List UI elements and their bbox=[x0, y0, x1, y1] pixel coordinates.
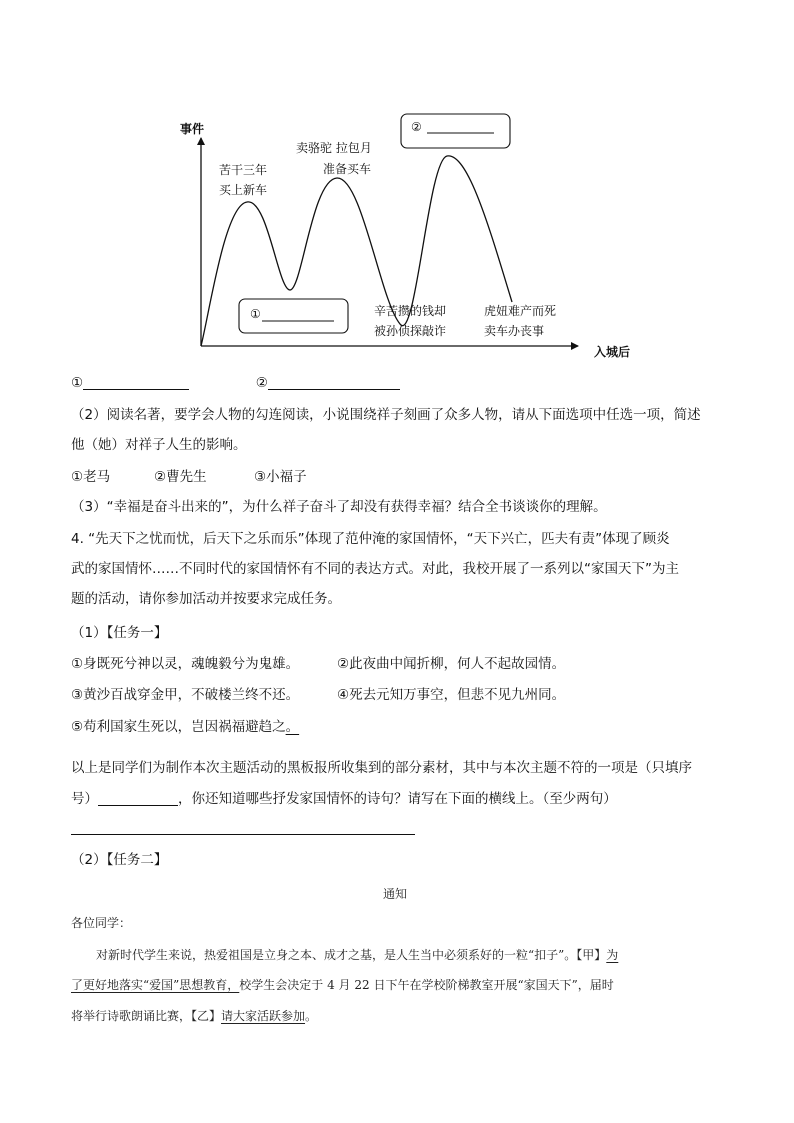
valley-label-2: 被孙侦探敲诈 bbox=[374, 324, 447, 338]
q3-text: （3）“幸福是奋斗出来的”，为什么祥子奋斗了却没有获得幸福？结合全书谈谈你的理解。 bbox=[71, 499, 607, 515]
q2-option-1: ①老马 bbox=[71, 469, 111, 485]
notice-line-2a: 了更好地落实“爱国”思想教育， bbox=[71, 978, 240, 992]
fall-label-2: 卖车办丧事 bbox=[484, 324, 545, 338]
q2-option-2: ②曹先生 bbox=[154, 469, 207, 485]
notice-line-3a: 将举行诗歌朗诵比赛，【乙】 bbox=[71, 1009, 222, 1023]
x-axis-label: 入城后 bbox=[594, 345, 631, 359]
box2-mark: ② bbox=[411, 120, 422, 134]
task1-question-2b: ，你还知道哪些抒发家国情怀的诗句？请写在下面的横线上。（至少两句） bbox=[178, 791, 617, 807]
notice-line-1b: 为 bbox=[606, 948, 619, 962]
task1-title: （1）【任务一】 bbox=[71, 625, 168, 641]
task1-poem-2: ②此夜曲中闻折柳，何人不起故园情。 bbox=[337, 656, 566, 672]
answer-line bbox=[71, 374, 400, 392]
q4-line-1: 4. “先天下之忧而忧，后天下之乐而乐”体现了范仲淹的家国情怀，“天下兴亡，匹夫有责”体现了顾炎 bbox=[71, 531, 670, 547]
notice-line-3b: 请大家活跃参加 bbox=[221, 1009, 306, 1023]
box1-mark: ① bbox=[250, 307, 261, 321]
notice-greeting: 各位同学： bbox=[71, 916, 132, 930]
task2-title: （2）【任务二】 bbox=[71, 852, 168, 868]
valley-label-1: 辛苦攒的钱却 bbox=[374, 304, 447, 318]
peak2-label-2: 准备买车 bbox=[323, 162, 372, 176]
fall-label-1: 虎妞难产而死 bbox=[484, 304, 557, 318]
task1-poem-5-end: 。 bbox=[285, 719, 300, 735]
notice-line-2b: 校学生会决定于 4 月 22 日下午在学校阶梯教室开展“家国天下”，届时 bbox=[239, 978, 614, 992]
q4-line-2: 武的家国情怀……不同时代的家国情怀有不同的表达方式。对此，我校开展了一系列以“家国天下”为主 bbox=[71, 561, 679, 577]
answer-blank-2[interactable] bbox=[268, 375, 400, 390]
task1-question-1: 以上是同学们为制作本次主题活动的黑板报所收集到的部分素材，其中与本次主题不符的一项是（只填序 bbox=[71, 760, 692, 776]
notice-line-3 bbox=[71, 1008, 317, 1024]
task1-poem-5 bbox=[71, 718, 299, 736]
task1-poem-4: ④死去元知万事空，但悲不见九州同。 bbox=[337, 687, 566, 703]
answer-blank-1[interactable] bbox=[83, 375, 189, 390]
notice-line-2 bbox=[71, 977, 614, 993]
task1-question-2 bbox=[71, 790, 617, 808]
task1-question-2a: 号） bbox=[71, 791, 98, 807]
q2-option-3: ③小福子 bbox=[254, 469, 307, 485]
task1-poem-5-text: ⑤苟利国家生死以，岂因祸福避趋之 bbox=[71, 719, 286, 735]
y-axis-label: 事件 bbox=[180, 122, 205, 136]
q4-line-3: 题的活动，请你参加活动并按要求完成任务。 bbox=[71, 591, 341, 607]
answer-mark-1: ① bbox=[71, 375, 84, 391]
notice-line-3c: 。 bbox=[305, 1009, 318, 1023]
task1-poem-1: ①身既死兮神以灵，魂魄毅兮为鬼雄。 bbox=[71, 656, 300, 672]
plot-diagram bbox=[0, 0, 794, 370]
q2-line-1: （2）阅读名著，要学会人物的勾连阅读，小说围绕祥子刻画了众多人物，请从下面选项中任选一项，简述 bbox=[71, 407, 701, 423]
answer-mark-2: ② bbox=[255, 375, 268, 391]
task1-poem-answer-line[interactable] bbox=[71, 834, 415, 835]
task1-answer-blank[interactable] bbox=[98, 791, 178, 806]
notice-title: 通知 bbox=[383, 887, 408, 901]
task1-poem-3: ③黄沙百战穿金甲，不破楼兰终不还。 bbox=[71, 687, 300, 703]
peak1-label-1: 苦干三年 bbox=[219, 163, 268, 177]
notice-line-1 bbox=[96, 947, 618, 963]
peak2-label-1: 卖骆驼 拉包月 bbox=[296, 141, 372, 155]
peak1-label-2: 买上新车 bbox=[219, 183, 268, 197]
q2-line-2: 他（她）对祥子人生的影响。 bbox=[71, 437, 247, 453]
notice-line-1a: 对新时代学生来说，热爱祖国是立身之本、成才之基，是人生当中必须系好的一粒“扣子”。【甲】 bbox=[96, 948, 607, 962]
